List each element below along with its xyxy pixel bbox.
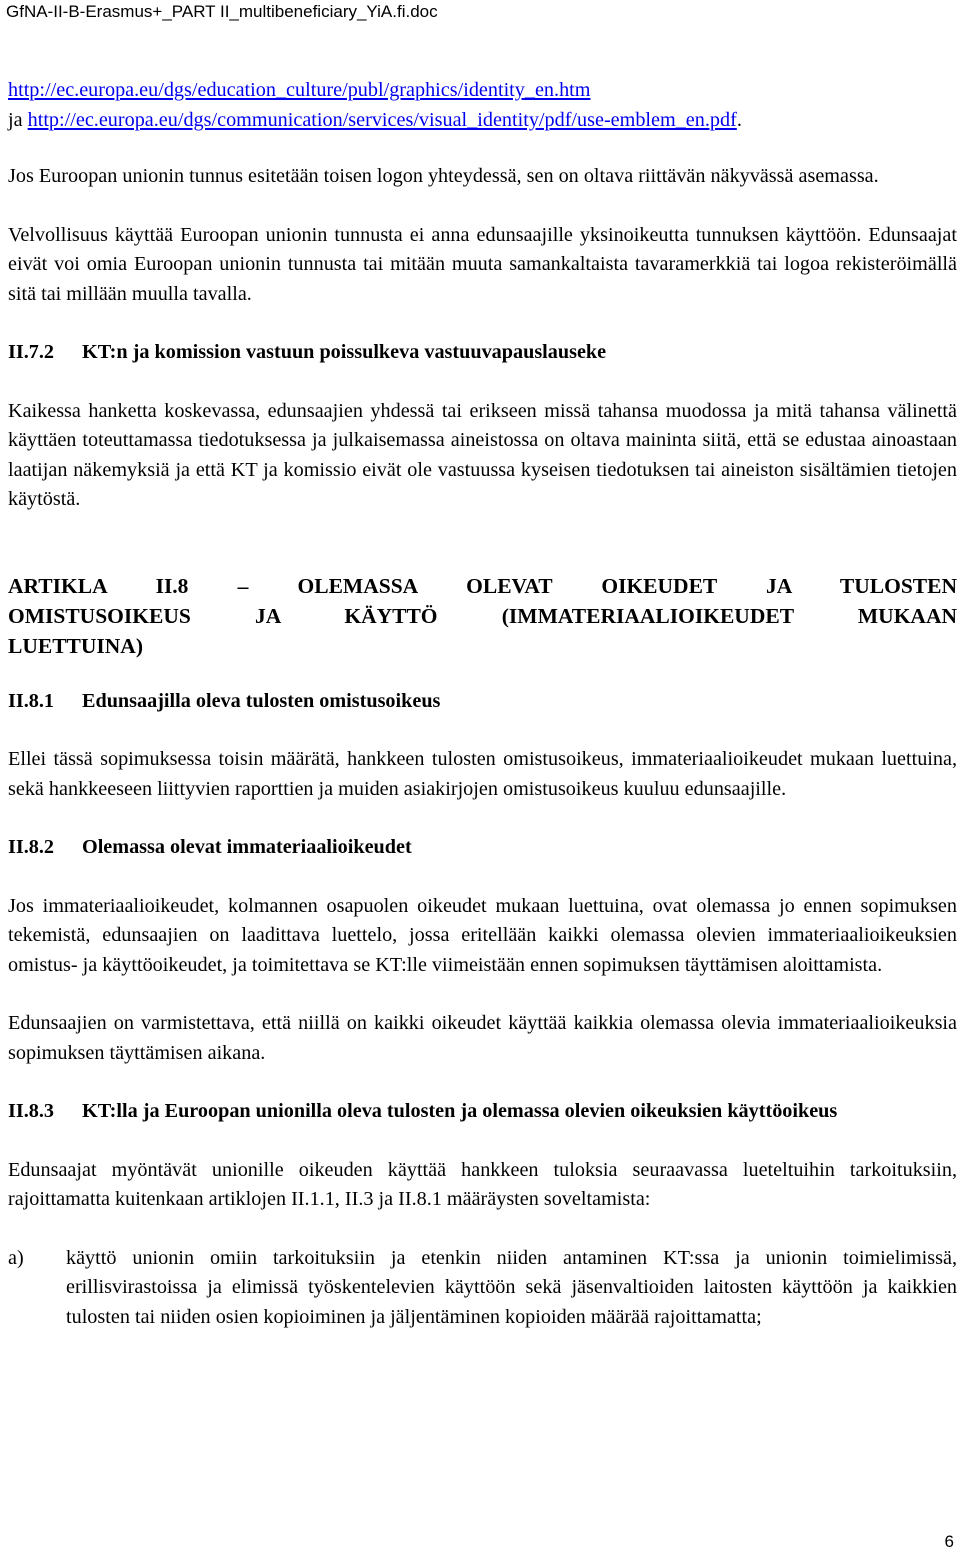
- link-connector: ja: [8, 108, 23, 131]
- section-title: KT:n ja komission vastuun poissulkeva vastuuvapauslauseke: [82, 341, 607, 363]
- article-title-line: OMISTUSOIKEUS JA KÄYTTÖ (IMMATERIAALIOIKEUDET MUKAAN: [8, 603, 957, 628]
- section-number: II.8.2: [8, 836, 54, 858]
- page-number: 6: [944, 1532, 954, 1551]
- section-number: II.8.3: [8, 1100, 54, 1122]
- identity-link[interactable]: http://ec.europa.eu/dgs/education_culture/publ/graphics/identity_en.htm: [8, 79, 591, 101]
- section-number: II.8.1: [8, 689, 54, 712]
- document-body: [8, 76, 957, 1332]
- paragraph-disclaimer: Kaikessa hanketta koskevassa, edunsaajien yhdessä tai erikseen missä tahansa muodossa ja mitä tahansa välinettä käyttäen toteuttamassa tiedotuksessa ja julkaisemassa aineistossa on oltava maininta siitä, että se edustaa ainoastaan laatijan näkemyksiä ja että KT ja komissio eivät ole vastuussa kyseisen tiedotuksen tai aineiston sisältämien tietojen käytöstä.: [8, 399, 957, 510]
- article-heading-8: [8, 571, 957, 661]
- paragraph-emblem-rights: Velvollisuus käyttää Euroopan unionin tunnusta ei anna edunsaajille yksinoikeutta tunnuksen käyttöön. Edunsaajat eivät voi omia Euroopan unionin tunnusta tai mitään muuta samankaltaista tavaramerkkiä tai logoa rekisteröimällä sitä tai millään muulla tavalla.: [8, 223, 957, 305]
- links-paragraph: [8, 76, 957, 135]
- section-number: II.7.2: [8, 341, 54, 363]
- document-filename: GfNA-II-B-Erasmus+_PART II_multibeneficiary_YiA.fi.doc: [6, 2, 438, 21]
- paragraph-preexisting-rights: Jos immateriaalioikeudet, kolmannen osapuolen oikeudet mukaan luettuina, ovat olemassa jo ennen sopimuksen tekemistä, edunsaajien on laadittava luettelo, jossa eritellään kaikki olemassa olevien immateriaalioikeuksien omistus- ja käyttöoikeudet, ja toimitettava se KT:lle viimeistään ennen sopimuksen täyttämisen aloittamista.: [8, 894, 957, 976]
- paragraph-logo-visibility: Jos Euroopan unionin tunnus esitetään toisen logon yhteydessä, sen on oltava riittävän näkyvässä asemassa.: [8, 165, 879, 187]
- section-heading-8-1: [8, 687, 957, 717]
- section-heading-7-2: [8, 338, 957, 368]
- section-title: KT:lla ja Euroopan unionilla oleva tulosten ja olemassa olevien oikeuksien käyttöoikeus: [82, 1100, 838, 1122]
- emblem-link[interactable]: http://ec.europa.eu/dgs/communication/services/visual_identity/pdf/use-emblem_en.pdf: [27, 108, 737, 131]
- link-period: .: [736, 108, 742, 131]
- section-heading-8-3: [8, 1097, 957, 1127]
- list-marker: a): [8, 1246, 24, 1269]
- article-title-line: ARTIKLA II.8 – OLEMASSA OLEVAT OIKEUDET JA TULOSTEN: [8, 573, 957, 598]
- section-title: Edunsaajilla oleva tulosten omistusoikeus: [82, 689, 441, 712]
- list-item: [8, 1244, 957, 1333]
- article-title-line: LUETTUINA): [8, 633, 143, 658]
- paragraph-ownership: Ellei tässä sopimuksessa toisin määrätä, hankkeen tulosten omistusoikeus, immateriaalioikeudet mukaan luettuina, sekä hankkeeseen liittyvien raporttien ja muiden asiakirjojen omistusoikeus kuuluu edunsaajille.: [8, 748, 957, 800]
- list-item-text: käyttö unionin omiin tarkoituksiin ja etenkin niiden antaminen KT:ssa ja unionin toimielimissä, erillisvirastoissa ja elimissä työskentelevien käyttöön sekä jäsenvaltioiden laitosten käyttöön ja kaikkien tulosten tai niiden osien kopioiminen ja jäljentäminen kopioiden määrää rajoittamatta;: [66, 1246, 957, 1328]
- section-title: Olemassa olevat immateriaalioikeudet: [82, 836, 412, 858]
- paragraph-rights-assurance: Edunsaajien on varmistettava, että niillä on kaikki oikeudet käyttää kaikkia olemassa olevia immateriaalioikeuksia sopimuksen täyttämisen aikana.: [8, 1012, 957, 1064]
- paragraph-usage-rights: Edunsaajat myöntävät unionille oikeuden käyttää hankkeen tuloksia seuraavassa lueteltuihin tarkoituksiin, rajoittamatta kuitenkaan artiklojen II.1.1, II.3 ja II.8.1 määräysten soveltamista:: [8, 1158, 957, 1210]
- section-heading-8-2: [8, 833, 957, 863]
